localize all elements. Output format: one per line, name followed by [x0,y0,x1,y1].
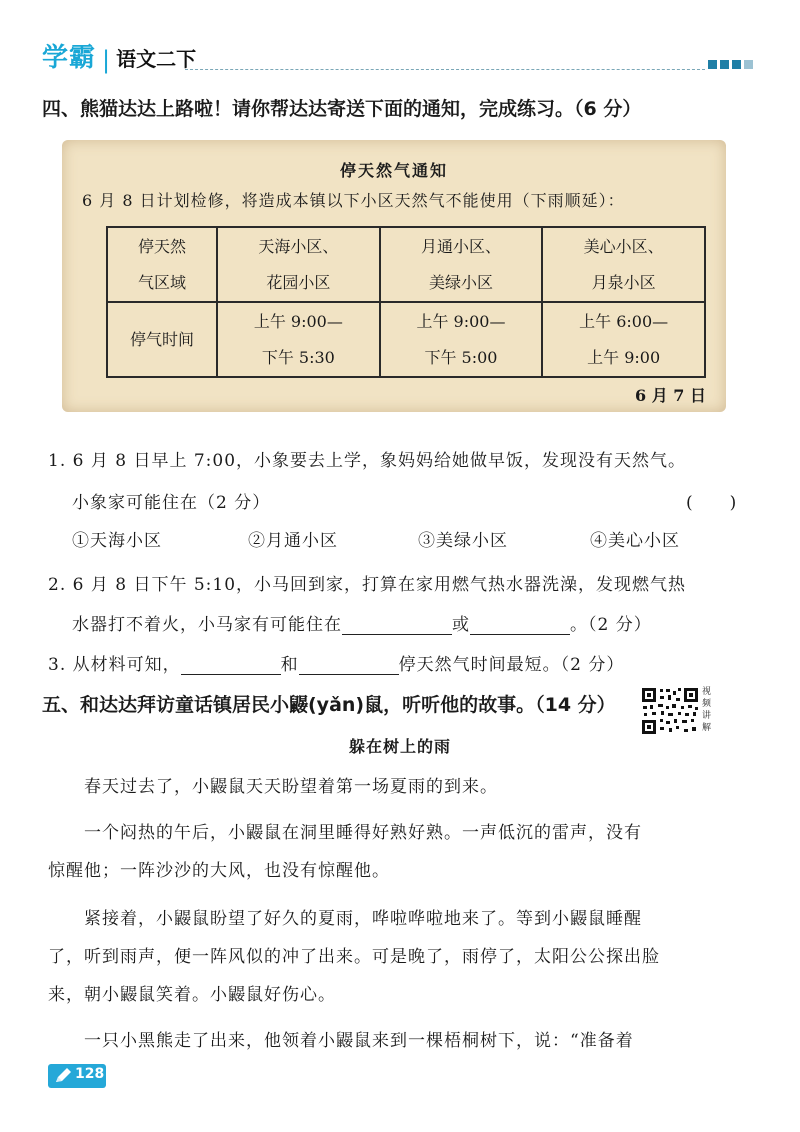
notice-intro: 6 月 8 日计划检修，将造成本镇以下小区天然气不能使用（下雨顺延）： [82,191,625,210]
q1-option-2[interactable]: ②月通小区 [248,531,338,551]
section5-heading: 五、和达达拜访童话镇居民小鼹(yǎn)鼠，听听他的故事。（14 分） [42,694,616,716]
notice-card [62,140,726,412]
q1-text-line1: 1. 6 月 8 日早上 7:00，小象要去上学，象妈妈给她做早饭，发现没有天然气。 [48,451,687,471]
table-row [107,302,705,377]
pencil-icon [52,1065,74,1087]
q3-text: 3. 从材料可知， 和 停天然气时间最短。（2 分） [48,655,625,675]
table-cell: 上午 6:00— 上午 9:00 [542,302,705,377]
qr-label: 视频讲解 [702,687,712,733]
story-paragraph-2-line1: 一个闷热的午后，小鼹鼠在洞里睡得好熟好熟。一声低沉的雷声，没有 [48,823,642,843]
table-cell: 停气时间 [107,302,217,377]
header-decoration [708,60,753,69]
table-cell: 上午 9:00— 下午 5:00 [380,302,543,377]
section4-heading: 四、熊猫达达上路啦！请你帮达达寄送下面的通知，完成练习。（6 分） [42,98,642,120]
table-cell: 美心小区、 月泉小区 [542,227,705,302]
q2-text-line1: 2. 6 月 8 日下午 5:10，小马回到家，打算在家用燃气热水器洗澡，发现燃气热 [48,575,687,595]
q1-answer-paren[interactable]: ( ) [686,493,738,513]
table-cell: 停天然 气区域 [107,227,217,302]
q1-text-line2: 小象家可能住在（2 分） [72,493,271,513]
story-paragraph-2-line2: 惊醒他；一阵沙沙的大风，也没有惊醒他。 [48,861,390,881]
header-divider [185,69,705,70]
story-title: 躲在树上的雨 [348,737,451,756]
subject-label: 语文二下 [116,47,197,71]
q2-blank-2[interactable] [470,634,570,635]
q2-text-line2: 水器打不着火，小马家有可能住在 或 。（2 分） [72,615,652,635]
story-paragraph-3-line3: 来，朝小鼹鼠笑着。小鼹鼠好伤心。 [48,985,336,1005]
q3-blank-1[interactable] [181,674,281,675]
brand-name: 学霸 [42,43,97,73]
story-paragraph-3-line2: 了，听到雨声，便一阵风似的冲了出来。可是晚了，雨停了，太阳公公探出脸 [48,947,660,967]
brand-logo [42,40,196,74]
q1-option-1[interactable]: ①天海小区 [72,531,162,551]
table-row [107,227,705,302]
table-cell: 上午 9:00— 下午 5:30 [217,302,380,377]
q2-blank-1[interactable] [342,634,452,635]
notice-table [106,226,706,378]
q3-blank-2[interactable] [299,674,399,675]
table-cell: 天海小区、 花园小区 [217,227,380,302]
q1-option-3[interactable]: ③美绿小区 [418,531,508,551]
notice-date: 6 月 7 日 [635,386,706,405]
table-cell: 月通小区、 美绿小区 [380,227,543,302]
story-paragraph-3-line1: 紧接着，小鼹鼠盼望了好久的夏雨，哗啦哗啦地来了。等到小鼹鼠睡醒 [48,909,642,929]
notice-title: 停天然气通知 [339,161,448,180]
story-paragraph-1: 春天过去了，小鼹鼠天天盼望着第一场夏雨的到来。 [48,777,498,797]
story-paragraph-4-line1: 一只小黑熊走了出来，他领着小鼹鼠来到一棵梧桐树下，说：“准备着 [48,1031,634,1051]
page-number: 128 [75,1066,105,1082]
q1-option-4[interactable]: ④美心小区 [590,531,680,551]
brand-separator: | [102,46,111,74]
qr-code-icon[interactable] [640,686,700,736]
